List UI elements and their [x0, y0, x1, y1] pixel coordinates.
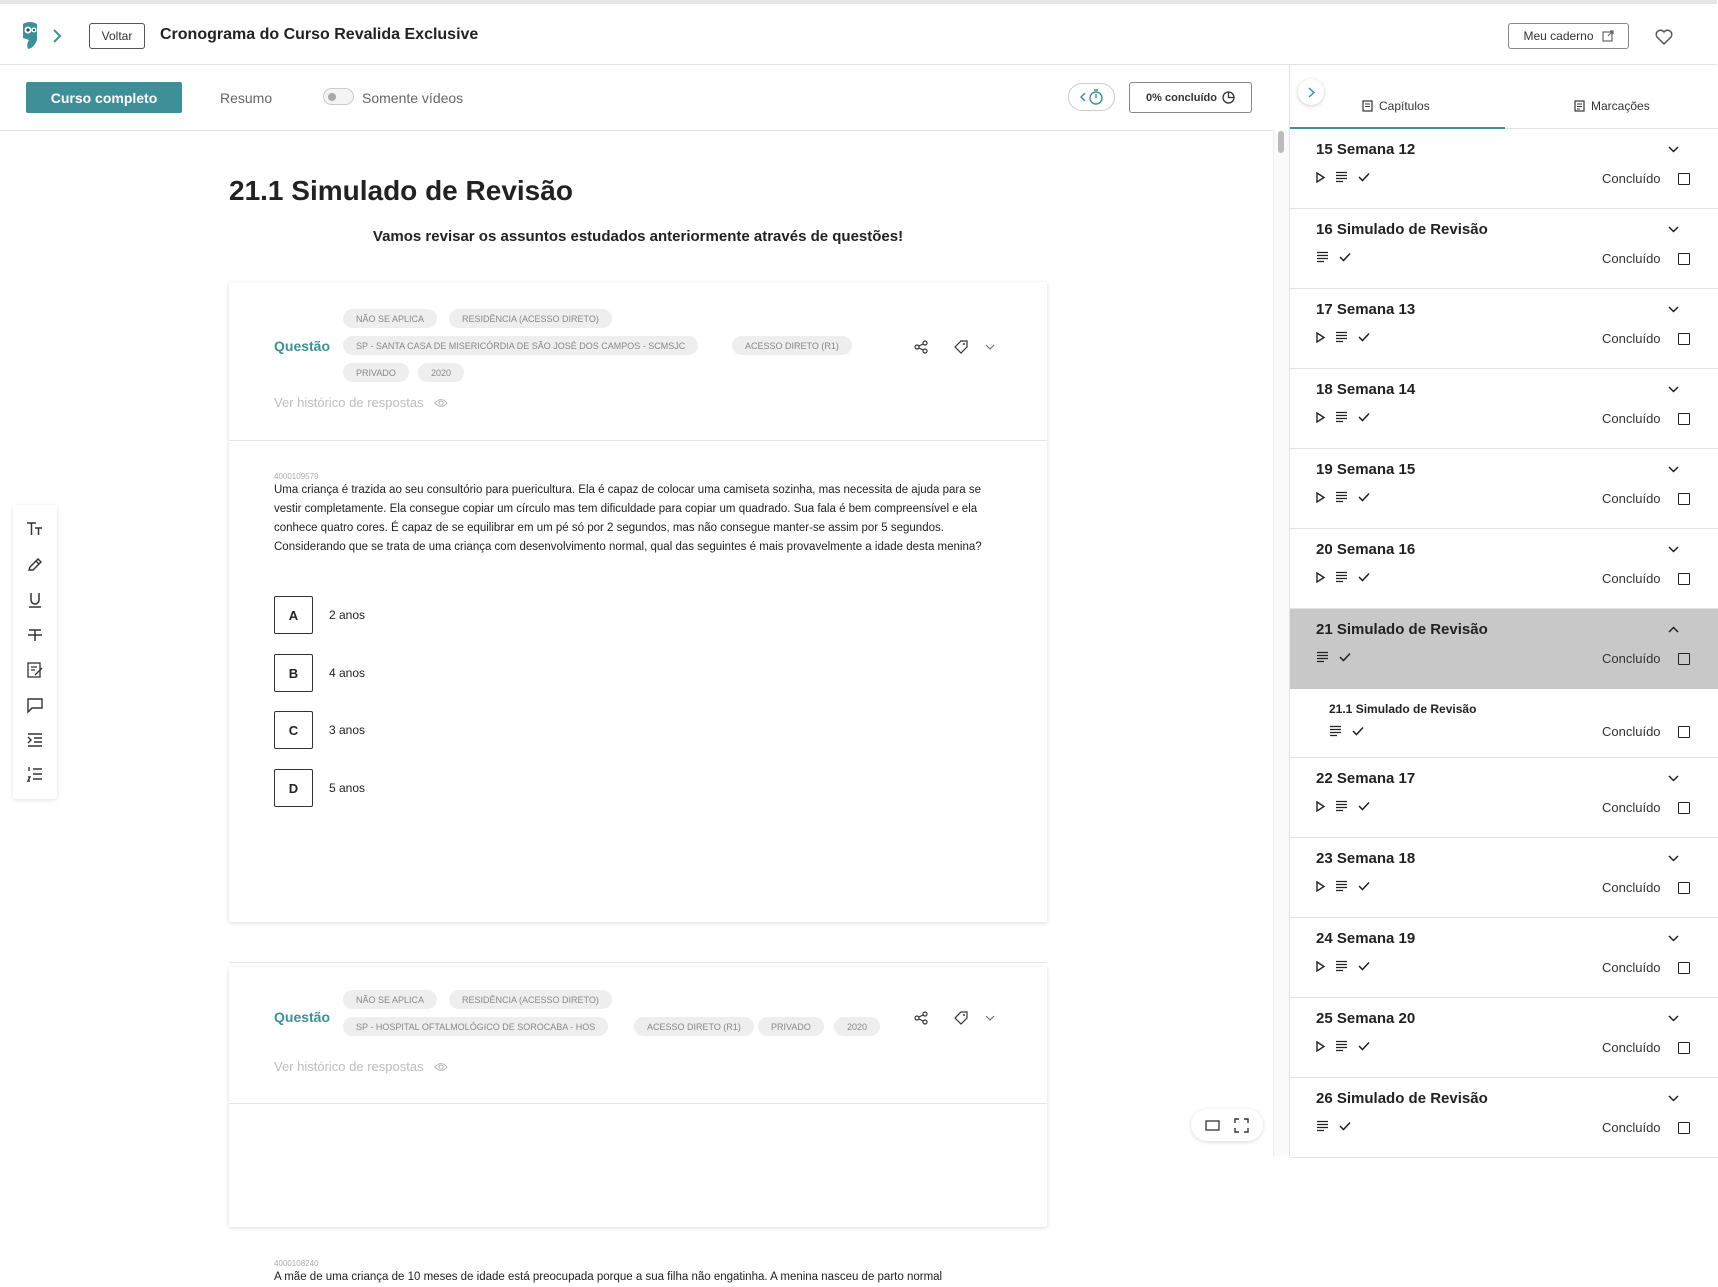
chapter-content-icons [1316, 651, 1351, 663]
play-icon [1316, 172, 1325, 183]
chapter-item[interactable] [1290, 609, 1718, 689]
content-toolbar [0, 65, 1273, 131]
question-card [229, 967, 1047, 1283]
note-icon[interactable] [25, 660, 45, 680]
chapter-title: 25 Semana 20 [1316, 1010, 1416, 1027]
question-id: 4000109579 [274, 472, 319, 481]
divider [229, 962, 1047, 963]
done-label: Concluído [1602, 1120, 1661, 1135]
play-icon [1316, 332, 1325, 343]
chapter-title: 16 Simulado de Revisão [1316, 221, 1488, 238]
tag-chip: NÃO SE APLICA [343, 309, 437, 328]
done-checkbox[interactable] [1678, 333, 1690, 345]
text-lines-icon [1335, 571, 1348, 583]
chapter-item[interactable] [1290, 369, 1718, 449]
option-a[interactable] [274, 596, 365, 634]
chapter-content-icons [1316, 411, 1370, 423]
share-icon[interactable] [914, 340, 928, 354]
text-lines-icon [1335, 171, 1348, 183]
stopwatch-icon [1088, 89, 1104, 105]
tag-chip: 2020 [834, 1017, 880, 1036]
option-text: 5 anos [329, 781, 366, 795]
chapter-content-icons [1316, 1120, 1351, 1132]
option-c[interactable] [274, 711, 365, 749]
chapter-content-icons [1316, 491, 1370, 503]
checkmark-icon [1358, 881, 1370, 891]
owl-logo-icon[interactable] [20, 20, 40, 50]
done-label: Concluído [1602, 251, 1661, 266]
chevron-down-icon[interactable] [1668, 226, 1679, 233]
option-letter: C [274, 711, 313, 749]
chapter-content-icons [1316, 800, 1370, 812]
text-lines-icon [1335, 960, 1348, 972]
checkmark-icon [1358, 961, 1370, 971]
toggle-knob [328, 93, 336, 101]
progress-label: 0% concluído [1146, 91, 1217, 104]
chapter-item[interactable] [1290, 289, 1718, 369]
window-mode-icon[interactable] [1205, 1120, 1220, 1131]
videos-only-toggle[interactable] [323, 88, 354, 105]
tag-icon[interactable] [954, 1011, 968, 1025]
done-checkbox[interactable] [1678, 882, 1690, 894]
comment-icon[interactable] [25, 695, 45, 715]
chapter-title: 24 Semana 19 [1316, 930, 1416, 947]
checkmark-icon [1358, 172, 1370, 182]
chapter-item[interactable] [1290, 449, 1718, 529]
checkmark-icon [1358, 412, 1370, 422]
done-checkbox[interactable] [1678, 726, 1690, 738]
divider [229, 440, 1047, 441]
chapter-list [1290, 129, 1718, 1158]
chevron-down-icon[interactable] [985, 344, 995, 350]
chapter-content-icons [1316, 331, 1370, 343]
chapter-content-icons [1316, 1040, 1370, 1052]
play-icon [1316, 572, 1325, 583]
chapter-title: 26 Simulado de Revisão [1316, 1090, 1488, 1107]
chapter-content-icons [1316, 571, 1370, 583]
done-label: Concluído [1602, 331, 1661, 346]
chevron-right-icon[interactable] [52, 29, 62, 43]
answer-history-link[interactable] [274, 1059, 448, 1074]
question-label: Questão [274, 338, 331, 354]
chapter-item[interactable] [1290, 1078, 1718, 1158]
tag-chip: 2020 [418, 363, 464, 382]
notebook-label: Meu caderno [1523, 29, 1594, 43]
tab-chapters-label: Capítulos [1379, 99, 1430, 113]
play-icon [1316, 961, 1325, 972]
question-card [229, 282, 1047, 922]
chevron-down-icon[interactable] [1668, 1095, 1679, 1102]
eye-icon [434, 1062, 448, 1072]
chapter-title: 19 Semana 15 [1316, 461, 1416, 478]
play-icon [1316, 412, 1325, 423]
chevron-up-icon[interactable] [1668, 626, 1679, 633]
chapter-item[interactable] [1290, 529, 1718, 609]
lesson-title: 21.1 Simulado de Revisão [229, 175, 573, 206]
play-icon [1316, 492, 1325, 503]
chapter-item[interactable] [1290, 209, 1718, 289]
checkmark-icon [1358, 492, 1370, 502]
play-icon [1316, 881, 1325, 892]
progress-button[interactable] [1129, 82, 1252, 113]
question-id: 4000108240 [274, 1259, 319, 1268]
indent-icon[interactable] [25, 730, 45, 750]
chapter-item[interactable] [1290, 918, 1718, 998]
tab-bookmarks[interactable] [1574, 99, 1650, 113]
page-title: Cronograma do Curso Revalida Exclusive [160, 26, 479, 43]
play-icon [1316, 801, 1325, 812]
chapter-title: 22 Semana 17 [1316, 770, 1416, 787]
scrollbar-thumb[interactable] [1278, 131, 1284, 153]
option-letter: A [274, 596, 313, 634]
text-lines-icon [1316, 251, 1329, 263]
summary-tab[interactable]: Resumo [220, 90, 273, 106]
question-label: Questão [274, 1009, 331, 1025]
done-checkbox[interactable] [1678, 573, 1690, 585]
chapter-title: 18 Semana 14 [1316, 381, 1416, 398]
chapter-title: 17 Semana 13 [1316, 301, 1416, 318]
chapter-content-icons [1316, 960, 1370, 972]
text-lines-icon [1335, 1040, 1348, 1052]
chapter-item[interactable] [1290, 758, 1718, 838]
done-checkbox[interactable] [1678, 653, 1690, 665]
chevron-right-icon [1308, 87, 1315, 98]
chevron-down-icon[interactable] [985, 1015, 995, 1021]
favorite-heart-icon[interactable] [1655, 29, 1673, 45]
tag-chip: NÃO SE APLICA [343, 990, 437, 1009]
timer-button[interactable] [1068, 83, 1115, 111]
done-label: Concluído [1602, 1040, 1661, 1055]
done-label: Concluído [1602, 411, 1661, 426]
tag-chip: SP - HOSPITAL OFTALMOLÓGICO DE SOROCABA - HOS [343, 1017, 608, 1036]
chapter-item[interactable] [1290, 998, 1718, 1078]
share-icon[interactable] [914, 1011, 928, 1025]
checkmark-icon [1358, 572, 1370, 582]
notebook-button[interactable] [1508, 23, 1629, 49]
tag-chip: ACESSO DIRETO (R1) [634, 1017, 754, 1036]
collapse-sidebar-button[interactable] [1298, 79, 1324, 105]
text-lines-icon [1335, 491, 1348, 503]
option-d[interactable] [274, 769, 365, 807]
numbered-list-icon[interactable] [25, 764, 45, 784]
done-label: Concluído [1602, 800, 1661, 815]
chevron-down-icon[interactable] [1668, 546, 1679, 553]
annotation-toolbar [13, 505, 57, 799]
option-text: 4 anos [329, 666, 366, 680]
top-bar [0, 0, 1717, 65]
text-lines-icon [1335, 411, 1348, 423]
tag-chip: RESIDÊNCIA (ACESSO DIRETO) [449, 309, 612, 328]
main-content[interactable] [0, 131, 1273, 1283]
chevron-down-icon[interactable] [1668, 1015, 1679, 1022]
done-checkbox[interactable] [1678, 173, 1690, 185]
text-size-icon[interactable] [25, 519, 45, 539]
tab-chapters[interactable] [1362, 99, 1430, 113]
chapters-sidebar [1289, 65, 1717, 1156]
chapter-content-icons [1329, 725, 1364, 737]
chapter-item[interactable] [1290, 838, 1718, 918]
done-checkbox[interactable] [1678, 962, 1690, 974]
chevron-down-icon[interactable] [1668, 146, 1679, 153]
chevron-down-icon[interactable] [1668, 855, 1679, 862]
underline-icon[interactable] [25, 590, 45, 610]
answer-history-label: Ver histórico de respostas [274, 395, 424, 410]
done-label: Concluído [1602, 960, 1661, 975]
strikethrough-icon[interactable] [25, 625, 45, 645]
text-lines-icon [1335, 331, 1348, 343]
chevron-down-icon[interactable] [1668, 935, 1679, 942]
option-letter: B [274, 654, 313, 692]
view-controls [1191, 1109, 1263, 1141]
chevron-left-icon [1080, 92, 1086, 102]
play-icon [1316, 1041, 1325, 1052]
chapter-title: 20 Semana 16 [1316, 541, 1416, 558]
back-button[interactable]: Voltar [89, 23, 145, 49]
text-lines-icon [1335, 800, 1348, 812]
chevron-down-icon[interactable] [1668, 466, 1679, 473]
checkmark-icon [1358, 1041, 1370, 1051]
option-b[interactable] [274, 654, 365, 692]
tag-chip: SP - SANTA CASA DE MISERICÓRDIA DE SÃO JOSÉ DOS CAMPOS - SCMSJC [343, 336, 698, 355]
done-checkbox[interactable] [1678, 1122, 1690, 1134]
done-label: Concluído [1602, 724, 1661, 739]
done-checkbox[interactable] [1678, 1042, 1690, 1054]
done-label: Concluído [1602, 651, 1661, 666]
tab-bookmarks-label: Marcações [1591, 99, 1650, 113]
chevron-down-icon[interactable] [1668, 775, 1679, 782]
divider [229, 1103, 1047, 1104]
scrollbar[interactable] [1273, 131, 1289, 1156]
full-course-tab[interactable]: Curso completo [26, 82, 182, 113]
question-text: Uma criança é trazida ao seu consultório para puericultura. Ela é capaz de colocar uma camiseta sozinha, mas necessita de ajuda para se vestir completamente. Ela consegue copiar um círculo mas tem dificuldade para copiar um quadrado. Sua fala é bem compreensível e ela conhece quatro cores. É capaz de se equilibrar em um pé só por 2 segundos, mas não consegue manter-se assim por 5 segundos. Considerando que se trata de uma criança com desenvolvimento normal, qual das seguintes é mais provavelmente a idade desta menina? [274, 484, 982, 553]
chapter-title: 21 Simulado de Revisão [1316, 621, 1488, 638]
fullscreen-icon[interactable] [1234, 1118, 1249, 1133]
text-lines-icon [1335, 880, 1348, 892]
checkmark-icon [1358, 332, 1370, 342]
chapter-title: 23 Semana 18 [1316, 850, 1416, 867]
done-label: Concluído [1602, 571, 1661, 586]
videos-only-label: Somente vídeos [362, 90, 464, 106]
chevron-down-icon[interactable] [1668, 306, 1679, 313]
tag-icon[interactable] [954, 340, 968, 354]
chapter-title: 15 Semana 12 [1316, 141, 1416, 158]
checkmark-icon [1352, 726, 1364, 736]
answer-history-link[interactable] [274, 395, 448, 410]
checkmark-icon [1339, 252, 1351, 262]
option-text: 3 anos [329, 723, 366, 737]
chapter-item[interactable] [1290, 129, 1718, 209]
checkmark-icon [1358, 801, 1370, 811]
text-lines-icon [1316, 651, 1329, 663]
text-lines-icon [1329, 725, 1342, 737]
chapter-content-icons [1316, 171, 1370, 183]
question-text: A mãe de uma criança de 10 meses de idade está preocupada porque a sua filha não engatinha. A menina nasceu de parto normal [274, 1271, 943, 1283]
chevron-down-icon[interactable] [1668, 386, 1679, 393]
book-icon [1362, 100, 1373, 112]
eye-icon [434, 398, 448, 408]
highlighter-icon[interactable] [25, 554, 45, 574]
text-lines-icon [1316, 1120, 1329, 1132]
external-link-icon [1602, 30, 1614, 42]
tag-chip: RESIDÊNCIA (ACESSO DIRETO) [449, 990, 612, 1009]
pie-clock-icon [1222, 91, 1235, 104]
done-checkbox[interactable] [1678, 802, 1690, 814]
bookmark-list-icon [1574, 100, 1585, 112]
done-checkbox[interactable] [1678, 493, 1690, 505]
checkmark-icon [1339, 652, 1351, 662]
done-checkbox[interactable] [1678, 253, 1690, 265]
option-text: 2 anos [329, 608, 366, 622]
chapter-content-icons [1316, 880, 1370, 892]
done-label: Concluído [1602, 171, 1661, 186]
tag-chip: PRIVADO [343, 363, 409, 382]
checkmark-icon [1339, 1121, 1351, 1131]
subchapter-item[interactable] [1290, 689, 1718, 758]
tag-chip: ACESSO DIRETO (R1) [732, 336, 852, 355]
done-label: Concluído [1602, 491, 1661, 506]
answer-history-label: Ver histórico de respostas [274, 1059, 424, 1074]
chapter-content-icons [1316, 251, 1351, 263]
subchapter-title: 21.1 Simulado de Revisão [1329, 702, 1477, 716]
option-letter: D [274, 769, 313, 807]
done-checkbox[interactable] [1678, 413, 1690, 425]
done-label: Concluído [1602, 880, 1661, 895]
lesson-subtitle: Vamos revisar os assuntos estudados anteriormente através de questões! [372, 228, 904, 245]
tag-chip: PRIVADO [758, 1017, 824, 1036]
